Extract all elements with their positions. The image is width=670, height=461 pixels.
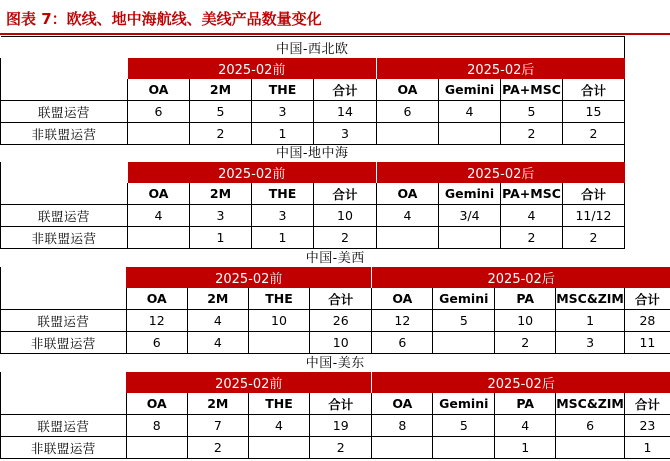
data-cell: 28 xyxy=(624,310,670,332)
table-row xyxy=(1,205,625,227)
col-header: Gemini xyxy=(439,79,501,101)
data-cell: 10 xyxy=(310,332,372,354)
data-cell: 1 xyxy=(190,227,252,249)
blank-cell xyxy=(1,58,128,79)
col-header: OA xyxy=(128,79,190,101)
col-header: OA xyxy=(372,288,433,310)
data-cell: 4 xyxy=(495,415,556,437)
table-row xyxy=(1,437,670,459)
col-header: 2M xyxy=(190,79,252,101)
data-cell: 6 xyxy=(128,101,190,123)
col-header: 合计 xyxy=(310,393,372,415)
data-cell: 8 xyxy=(126,415,187,437)
data-cell: 3 xyxy=(190,205,252,227)
period-before: 2025-02前 xyxy=(126,372,372,393)
data-cell: 7 xyxy=(187,415,248,437)
col-header: OA xyxy=(377,79,439,101)
col-header: 合计 xyxy=(314,79,377,101)
row-label: 联盟运营 xyxy=(1,415,127,437)
period-after: 2025-02后 xyxy=(377,162,625,183)
section-table-us-west xyxy=(0,246,670,354)
data-cell: 19 xyxy=(310,415,372,437)
data-cell: 2 xyxy=(501,227,563,249)
blank-cell xyxy=(1,288,127,310)
section-title-row xyxy=(1,141,625,162)
data-cell xyxy=(126,437,187,459)
col-header: PA xyxy=(495,393,556,415)
col-header: MSC&ZIM xyxy=(556,393,625,415)
data-cell: 3 xyxy=(252,205,314,227)
data-cell: 1 xyxy=(252,227,314,249)
blank-cell xyxy=(1,79,128,101)
section-title-row xyxy=(1,351,670,372)
data-cell: 2 xyxy=(563,123,625,145)
section-title: 中国-西北欧 xyxy=(1,37,625,59)
data-cell: 2 xyxy=(563,227,625,249)
section-title-row xyxy=(1,246,670,267)
col-header: PA xyxy=(495,288,556,310)
data-cell xyxy=(372,437,433,459)
section-table-us-east xyxy=(0,351,670,459)
col-header: PA+MSC xyxy=(501,183,563,205)
data-cell: 26 xyxy=(310,310,372,332)
data-cell: 15 xyxy=(563,101,625,123)
data-cell: 10 xyxy=(248,310,309,332)
data-cell: 14 xyxy=(314,101,377,123)
col-header: THE xyxy=(248,288,309,310)
header-row xyxy=(1,183,625,205)
period-before: 2025-02前 xyxy=(128,58,377,79)
section-title-row xyxy=(1,37,625,59)
data-cell: 2 xyxy=(495,332,556,354)
data-cell: 4 xyxy=(377,205,439,227)
figure-title: 图表 7：欧线、地中海航线、美线产品数量变化 xyxy=(6,10,322,28)
data-cell: 4 xyxy=(187,332,248,354)
col-header: OA xyxy=(128,183,190,205)
row-label: 非联盟运营 xyxy=(1,227,128,249)
data-cell: 8 xyxy=(372,415,433,437)
period-row xyxy=(1,162,625,183)
col-header: THE xyxy=(252,79,314,101)
data-cell: 1 xyxy=(495,437,556,459)
period-after: 2025-02后 xyxy=(377,58,625,79)
blank-cell xyxy=(1,393,127,415)
section-title: 中国-美西 xyxy=(305,251,365,266)
data-cell: 3 xyxy=(556,332,625,354)
col-header: 2M xyxy=(187,393,248,415)
data-cell xyxy=(248,437,309,459)
data-cell: 10 xyxy=(495,310,556,332)
data-cell: 5 xyxy=(190,101,252,123)
col-header: Gemini xyxy=(433,393,495,415)
data-cell: 5 xyxy=(501,101,563,123)
data-cell: 2 xyxy=(190,123,252,145)
section-table-europe xyxy=(0,36,625,145)
blank-cell xyxy=(1,267,127,288)
data-cell: 23 xyxy=(624,415,670,437)
col-header: MSC&ZIM xyxy=(556,288,625,310)
data-cell: 4 xyxy=(501,205,563,227)
data-cell: 12 xyxy=(126,310,187,332)
data-cell: 6 xyxy=(556,415,625,437)
data-cell: 2 xyxy=(314,227,377,249)
period-before: 2025-02前 xyxy=(126,267,372,288)
col-header: OA xyxy=(377,183,439,205)
data-cell: 4 xyxy=(128,205,190,227)
data-cell: 5 xyxy=(433,310,495,332)
data-cell: 6 xyxy=(126,332,187,354)
col-header: Gemini xyxy=(433,288,495,310)
header-row xyxy=(1,393,670,415)
blank-cell xyxy=(1,162,128,183)
data-cell: 12 xyxy=(372,310,433,332)
col-header: Gemini xyxy=(439,183,501,205)
title-rule xyxy=(0,33,670,35)
data-cell: 5 xyxy=(433,415,495,437)
col-header: 合计 xyxy=(314,183,377,205)
data-cell: 2 xyxy=(501,123,563,145)
col-header: 合计 xyxy=(563,183,625,205)
col-header: 2M xyxy=(187,288,248,310)
period-row xyxy=(1,372,670,393)
col-header: OA xyxy=(126,288,187,310)
data-cell: 4 xyxy=(439,101,501,123)
section-title: 中国-地中海 xyxy=(1,141,625,162)
data-cell: 11 xyxy=(624,332,670,354)
data-cell: 4 xyxy=(187,310,248,332)
data-cell: 4 xyxy=(248,415,309,437)
data-cell xyxy=(433,437,495,459)
data-cell: 3/4 xyxy=(439,205,501,227)
period-before: 2025-02前 xyxy=(128,162,377,183)
table-row xyxy=(1,101,625,123)
data-cell: 10 xyxy=(314,205,377,227)
data-cell: 2 xyxy=(310,437,372,459)
col-header: PA+MSC xyxy=(501,79,563,101)
data-cell: 1 xyxy=(624,437,670,459)
col-header: 2M xyxy=(190,183,252,205)
data-cell xyxy=(556,437,625,459)
data-cell: 1 xyxy=(252,123,314,145)
period-after: 2025-02后 xyxy=(372,372,670,393)
row-label: 非联盟运营 xyxy=(1,123,128,145)
data-cell: 3 xyxy=(314,123,377,145)
col-header: 合计 xyxy=(624,288,670,310)
col-header: THE xyxy=(252,183,314,205)
row-label: 非联盟运营 xyxy=(1,437,127,459)
blank-cell xyxy=(1,183,128,205)
blank-cell xyxy=(1,372,127,393)
period-after: 2025-02后 xyxy=(372,267,670,288)
col-header: THE xyxy=(248,393,309,415)
row-label: 联盟运营 xyxy=(1,310,127,332)
table-row xyxy=(1,310,670,332)
data-cell: 3 xyxy=(252,101,314,123)
row-label: 联盟运营 xyxy=(1,205,128,227)
data-cell: 2 xyxy=(187,437,248,459)
section-title: 中国-美东 xyxy=(305,356,365,371)
data-cell: 6 xyxy=(377,101,439,123)
col-header: OA xyxy=(126,393,187,415)
col-header: 合计 xyxy=(310,288,372,310)
row-label: 联盟运营 xyxy=(1,101,128,123)
header-row xyxy=(1,79,625,101)
data-cell: 6 xyxy=(372,332,433,354)
section-table-mediterranean xyxy=(0,141,625,249)
period-row xyxy=(1,58,625,79)
table-row xyxy=(1,415,670,437)
data-cell: 11/12 xyxy=(563,205,625,227)
row-label: 非联盟运营 xyxy=(1,332,127,354)
col-header: 合计 xyxy=(624,393,670,415)
col-header: OA xyxy=(372,393,433,415)
period-row xyxy=(1,267,670,288)
data-cell: 1 xyxy=(556,310,625,332)
col-header: 合计 xyxy=(563,79,625,101)
header-row xyxy=(1,288,670,310)
